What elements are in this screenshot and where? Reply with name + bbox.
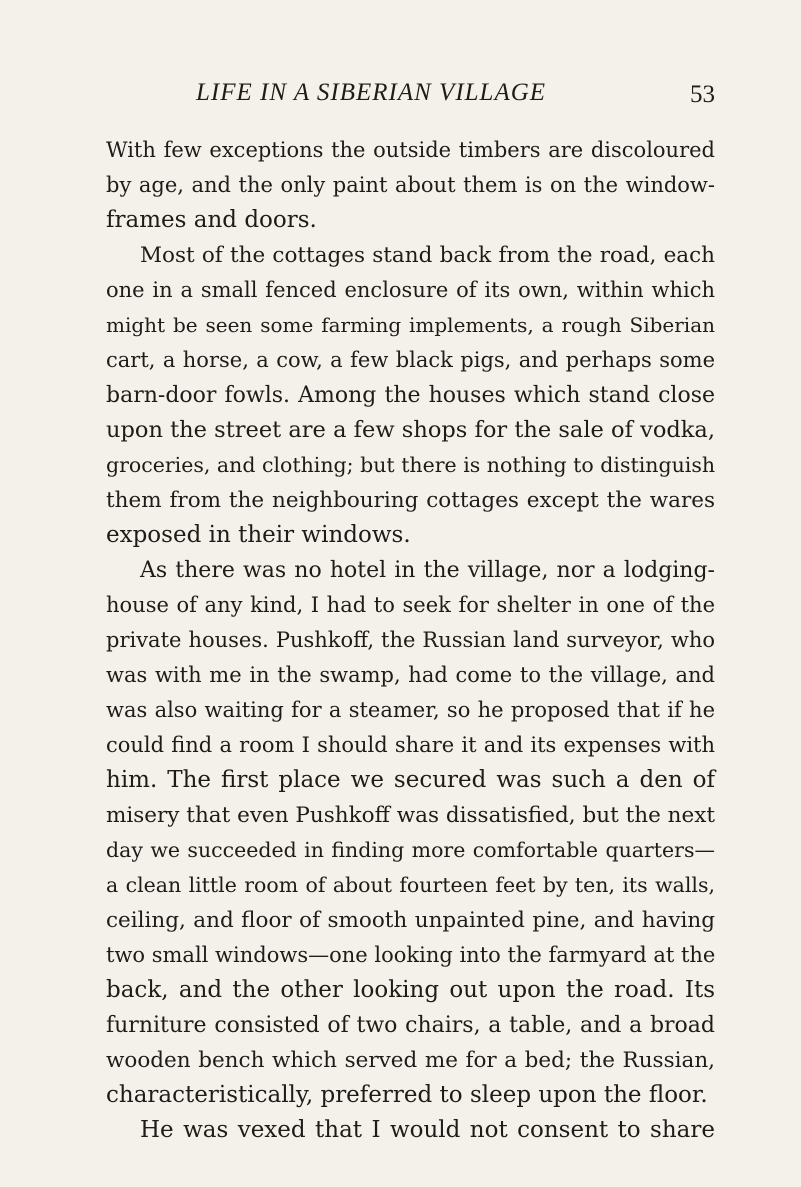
text-line: two small windows—one looking into the farmyard at the — [106, 943, 716, 967]
text-line: barn-door fowls. Among the houses which stand close — [106, 383, 715, 408]
text-line: As there was no hotel in the village, nor a lodging- — [140, 558, 715, 583]
text-line: Most of the cottages stand back from the road, each — [140, 243, 715, 268]
text-line: misery that even Pushkoff was dissatisfied, but the next — [106, 803, 715, 828]
text-line: could find a room I should share it and its expenses with — [106, 733, 715, 757]
running-title: LIFE IN A SIBERIAN VILLAGE — [196, 79, 547, 106]
text-line: groceries, and clothing; but there is nothing to distinguish — [106, 453, 716, 477]
text-line: cart, a horse, a cow, a few black pigs, and perhaps some — [106, 348, 715, 372]
text-line: one in a small fenced enclosure of its own, within which — [106, 278, 715, 302]
text-line: him. The first place we secured was such a den of — [106, 767, 715, 793]
text-line: ceiling, and floor of smooth unpainted pine, and having — [106, 908, 715, 933]
text-line: house of any kind, I had to seek for shelter in one of the — [106, 593, 715, 617]
text-line: furniture consisted of two chairs, a table, and a broad — [106, 1013, 715, 1038]
body-text — [106, 133, 715, 1148]
text-line: exposed in their windows. — [106, 522, 411, 548]
text-line: by age, and the only paint about them is on the window- — [106, 173, 715, 197]
text-line: them from the neighbouring cottages except the wares — [106, 488, 715, 513]
text-line: might be seen some farming implements, a rough Siberian — [106, 313, 715, 337]
text-line: characteristically, preferred to sleep upon the floor. — [106, 1082, 708, 1108]
text-line: private houses. Pushkoff, the Russian land surveyor, who — [106, 628, 715, 652]
text-line: wooden bench which served me for a bed; the Russian, — [106, 1048, 715, 1073]
text-line: day we succeeded in finding more comfortable quarters— — [106, 838, 715, 862]
page-number: 53 — [690, 81, 715, 108]
text-line: upon the street are a few shops for the sale of vodka, — [106, 417, 715, 443]
text-line: was with me in the swamp, had come to the village, and — [106, 663, 715, 687]
text-line: With few exceptions the outside timbers are discoloured — [106, 138, 715, 162]
running-head — [106, 76, 715, 110]
text-line: a clean little room of about fourteen feet by ten, its walls, — [106, 873, 715, 897]
text-line: was also waiting for a steamer, so he proposed that if he — [106, 698, 715, 722]
text-line: He was vexed that I would not consent to share — [140, 1117, 715, 1143]
text-line: back, and the other looking out upon the road. Its — [106, 977, 715, 1003]
text-line: frames and doors. — [106, 207, 317, 233]
